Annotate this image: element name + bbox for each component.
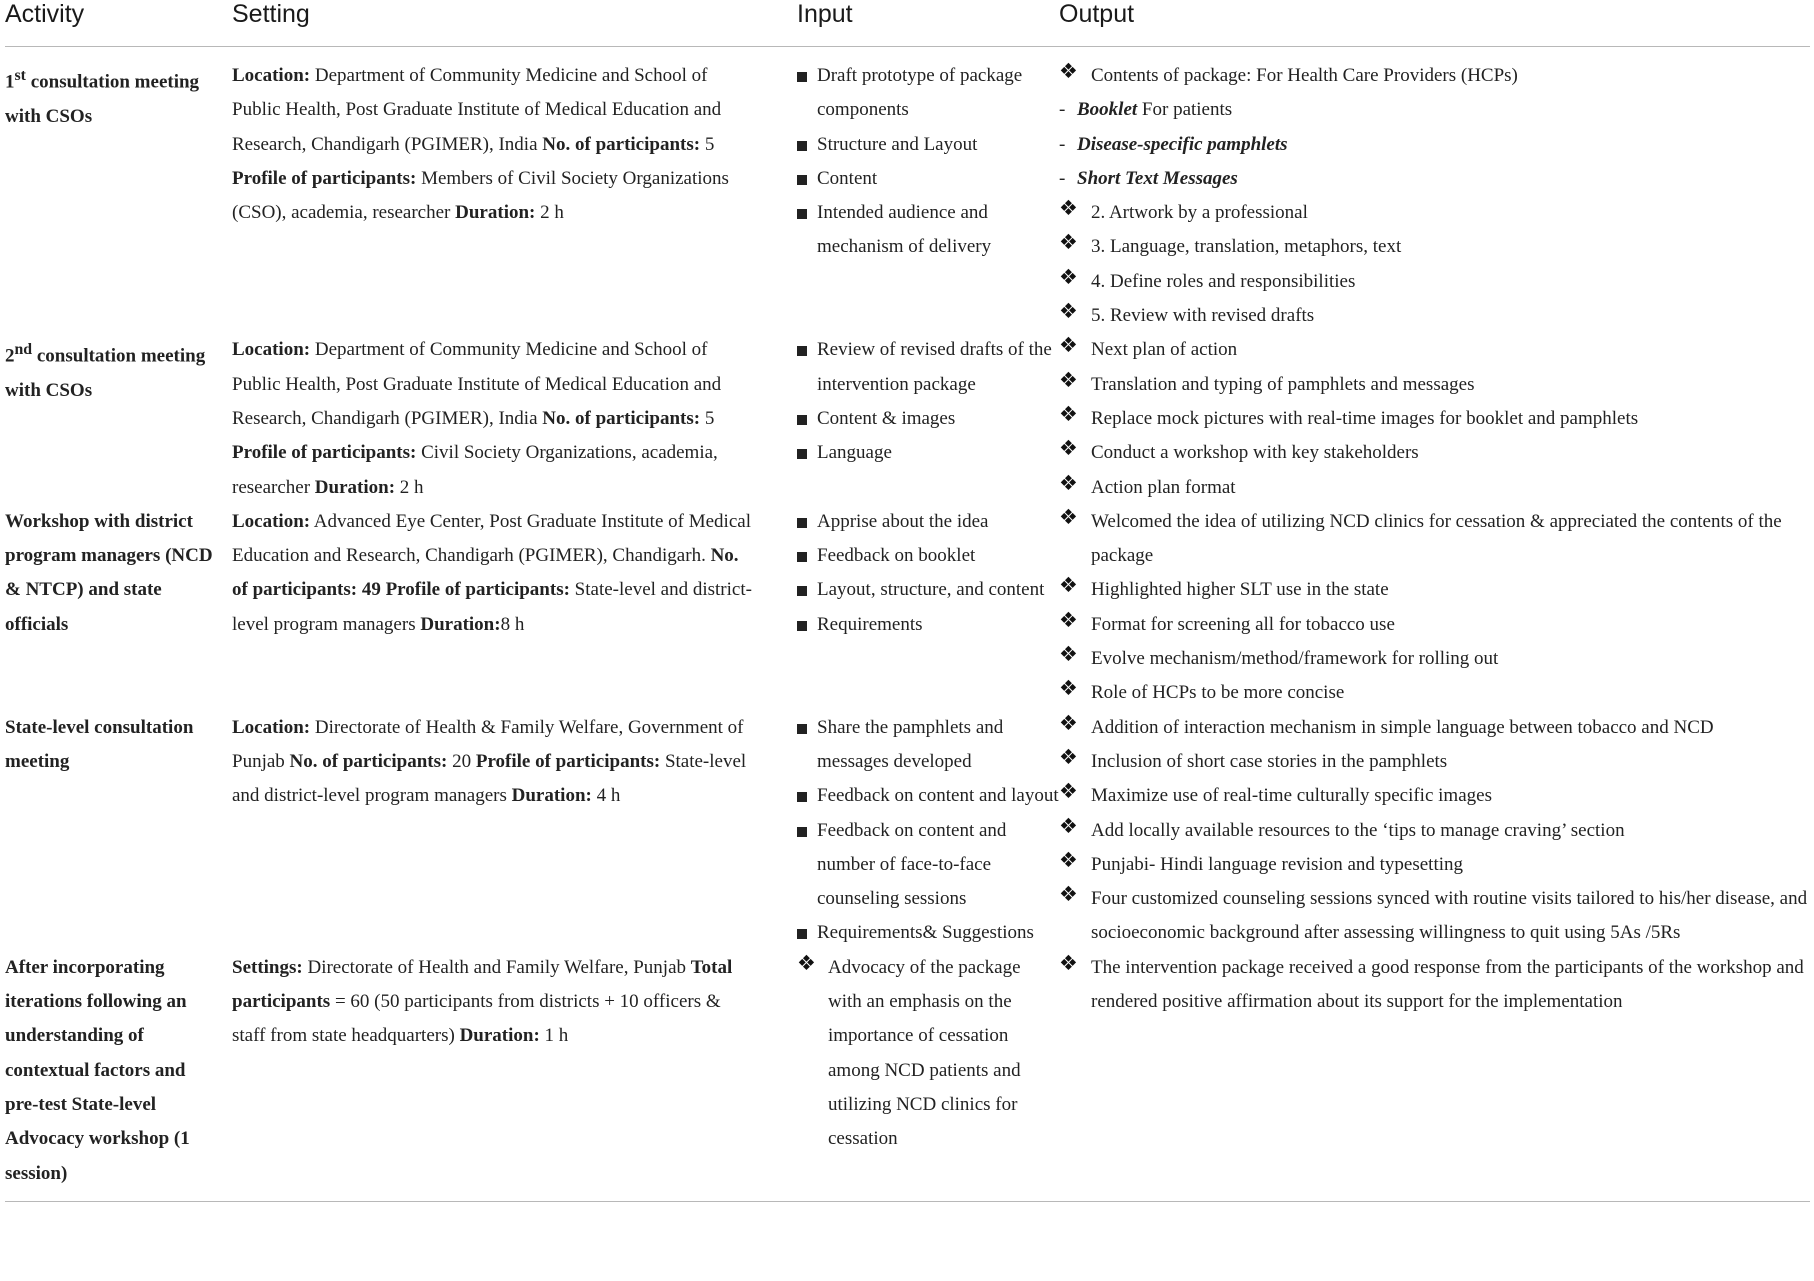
output-text: Contents of package: For Health Care Providers (HCPs) bbox=[1091, 65, 1518, 86]
diamond-bullet-icon: ❖ bbox=[1059, 573, 1078, 598]
setting-label: Profile of participants: bbox=[232, 167, 417, 189]
output-text: Next plan of action bbox=[1091, 339, 1238, 361]
input-text: Layout, structure, and content bbox=[817, 579, 1045, 601]
table-row bbox=[5, 951, 1810, 1202]
output-text: Four customized counseling sessions synced with routine visits tailored to his/her disease, and socioeconomic background after assessing willingness to quit using 5As /5Rs bbox=[1091, 888, 1808, 944]
output-item bbox=[1059, 779, 1810, 813]
input-text: Feedback on booklet bbox=[817, 545, 976, 567]
output-item bbox=[1059, 951, 1810, 1020]
setting-label: Duration: bbox=[314, 476, 396, 498]
input-item bbox=[797, 951, 1059, 1157]
activity-number: 2 bbox=[5, 345, 15, 367]
output-emphasis: Booklet bbox=[1077, 99, 1138, 121]
activity-number: 1 bbox=[5, 71, 15, 93]
input-item bbox=[797, 573, 1059, 607]
input-item bbox=[797, 196, 1059, 265]
output-text: The intervention package received a good response from the participants of the workshop and rendered positive affirmation about its support for the implementation bbox=[1091, 956, 1804, 1013]
input-cell bbox=[797, 47, 1059, 334]
table-row bbox=[5, 505, 1810, 711]
output-text: For patients bbox=[1137, 99, 1233, 121]
input-item bbox=[797, 59, 1059, 128]
diamond-bullet-icon: ❖ bbox=[1059, 59, 1078, 83]
input-text: Feedback on content and number of face-to-face counseling sessions bbox=[817, 819, 1007, 910]
table-row bbox=[5, 333, 1810, 504]
diamond-bullet-icon: ❖ bbox=[1059, 230, 1078, 255]
input-text: Apprise about the idea bbox=[817, 510, 989, 532]
diamond-bullet-icon: ❖ bbox=[1059, 333, 1078, 358]
output-text: Highlighted higher SLT use in the state bbox=[1091, 579, 1389, 601]
table-row bbox=[5, 47, 1810, 334]
diamond-bullet-icon: ❖ bbox=[1059, 264, 1078, 289]
setting-label: Total participants bbox=[232, 956, 733, 1013]
output-item bbox=[1059, 230, 1810, 264]
dash-bullet: - bbox=[1059, 133, 1066, 155]
input-text: Language bbox=[817, 442, 892, 464]
output-item bbox=[1059, 402, 1810, 436]
output-text: Addition of interaction mechanism in simple language between tobacco and NCD bbox=[1091, 716, 1714, 738]
setting-cell bbox=[232, 951, 797, 1202]
output-text: Add locally available resources to the ‘tips to manage craving’ section bbox=[1091, 819, 1625, 841]
output-item bbox=[1059, 814, 1810, 848]
setting-label: Profile of participants: bbox=[475, 750, 661, 772]
activity-ordinal: st bbox=[14, 67, 26, 84]
diamond-bullet-icon: ❖ bbox=[1059, 504, 1078, 529]
diamond-bullet-icon: ❖ bbox=[1059, 642, 1078, 667]
setting-value: State-level and district-level program managers bbox=[232, 579, 752, 635]
activity-cell bbox=[5, 505, 232, 711]
activity-text: Workshop with district program managers (NCD & NTCP) and state officials bbox=[5, 510, 213, 635]
diamond-bullet-icon: ❖ bbox=[1059, 607, 1078, 632]
input-text: Draft prototype of package components bbox=[817, 65, 1023, 121]
input-text: Requirements& Suggestions bbox=[817, 922, 1034, 944]
setting-value: 2 h bbox=[395, 476, 424, 498]
setting-label: Settings: bbox=[232, 956, 303, 978]
input-text: Intended audience and mechanism of delivery bbox=[817, 202, 992, 258]
input-text: Content & images bbox=[817, 407, 956, 429]
output-text: Replace mock pictures with real-time images for booklet and pamphlets bbox=[1091, 407, 1639, 429]
input-item bbox=[797, 402, 1059, 436]
activity-ordinal: nd bbox=[14, 341, 33, 359]
input-cell bbox=[797, 711, 1059, 951]
setting-value: Department of Community Medicine and School of Public Health, Post Graduate Institute of Medical Education and Research, Chandigarh (PGIMER), India bbox=[232, 65, 722, 155]
input-list bbox=[797, 505, 1059, 642]
output-emphasis: Short Text Messages bbox=[1077, 167, 1238, 189]
diamond-bullet-icon: ❖ bbox=[1059, 470, 1078, 495]
input-item bbox=[797, 814, 1059, 917]
diamond-bullet-icon: ❖ bbox=[1059, 882, 1078, 907]
input-list bbox=[797, 59, 1059, 265]
input-text: Structure and Layout bbox=[817, 133, 978, 155]
setting-value: 2 h bbox=[535, 202, 564, 224]
output-text: Inclusion of short case stories in the pamphlets bbox=[1091, 750, 1448, 772]
diamond-bullet-icon: ❖ bbox=[1059, 710, 1078, 735]
output-item bbox=[1059, 436, 1810, 470]
input-text: Share the pamphlets and messages developed bbox=[817, 716, 1004, 772]
setting-value: 1 h bbox=[539, 1025, 569, 1047]
input-item bbox=[797, 436, 1059, 470]
setting-label: Location: bbox=[232, 510, 311, 532]
input-text: Content bbox=[817, 167, 878, 189]
setting-value: Members of Civil Society Organizations (CSO), academia, researcher bbox=[232, 167, 729, 224]
output-item bbox=[1059, 505, 1810, 574]
setting-label: No. of participants: bbox=[542, 407, 701, 429]
output-text: 3. Language, translation, metaphors, text bbox=[1091, 236, 1402, 258]
input-list bbox=[797, 711, 1059, 951]
output-list bbox=[1059, 505, 1810, 711]
header-setting: Setting bbox=[232, 0, 797, 47]
diamond-bullet-icon: ❖ bbox=[1059, 196, 1078, 221]
output-item bbox=[1059, 128, 1810, 162]
input-cell bbox=[797, 951, 1059, 1202]
output-item bbox=[1059, 299, 1810, 333]
output-item bbox=[1059, 162, 1810, 196]
input-text: Advocacy of the package with an emphasis on the importance of cessation among NCD patients and utilizing NCD clinics for cessation bbox=[828, 956, 1021, 1150]
setting-label: Duration: bbox=[511, 785, 592, 807]
input-cell bbox=[797, 333, 1059, 504]
diamond-bullet-icon: ❖ bbox=[1059, 847, 1078, 872]
setting-value: 20 bbox=[447, 750, 476, 772]
output-item bbox=[1059, 196, 1810, 230]
output-item bbox=[1059, 333, 1810, 367]
activity-cell bbox=[5, 951, 232, 1202]
input-item bbox=[797, 916, 1059, 950]
output-emphasis: Disease-specific pamphlets bbox=[1077, 133, 1288, 155]
setting-value: Department of Community Medicine and School of Public Health, Post Graduate Institute of Medical Education and Research, Chandigarh (PGIMER), India bbox=[232, 339, 722, 429]
output-cell bbox=[1059, 47, 1810, 334]
output-item bbox=[1059, 93, 1810, 127]
input-item bbox=[797, 505, 1059, 539]
diamond-bullet-icon: ❖ bbox=[1059, 436, 1078, 461]
output-cell bbox=[1059, 505, 1810, 711]
input-item bbox=[797, 608, 1059, 642]
dash-bullet: - bbox=[1059, 167, 1066, 189]
activity-text: State-level consultation meeting bbox=[5, 716, 194, 772]
activity-text: After incorporating iterations following an understanding of contextual factors and pre-test State-level Advocacy workshop (1 session) bbox=[5, 956, 190, 1184]
output-item bbox=[1059, 573, 1810, 607]
setting-value: Advanced Eye Center, Post Graduate Institute of Medical Education and Research, Chandigarh (PGIMER), Chandigarh. bbox=[232, 510, 751, 567]
setting-cell bbox=[232, 505, 797, 711]
input-item bbox=[797, 128, 1059, 162]
diamond-bullet-icon: ❖ bbox=[1059, 950, 1078, 975]
setting-cell bbox=[232, 47, 797, 334]
setting-value: 5 bbox=[700, 407, 715, 429]
output-item bbox=[1059, 642, 1810, 676]
header-activity: Activity bbox=[5, 0, 232, 47]
setting-label: No. of participants: bbox=[542, 133, 701, 155]
input-list bbox=[797, 951, 1059, 1157]
output-text: Format for screening all for tobacco use bbox=[1091, 613, 1395, 635]
output-list bbox=[1059, 59, 1810, 333]
output-list bbox=[1059, 333, 1810, 504]
output-item bbox=[1059, 745, 1810, 779]
activity-cell bbox=[5, 47, 232, 334]
output-text: 4. Define roles and responsibilities bbox=[1091, 270, 1356, 292]
output-text: Welcomed the idea of utilizing NCD clinics for cessation & appreciated the contents of the package bbox=[1091, 510, 1782, 567]
output-item bbox=[1059, 711, 1810, 745]
input-item bbox=[797, 539, 1059, 573]
input-text: Feedback on content and layout bbox=[817, 785, 1059, 807]
output-cell bbox=[1059, 711, 1810, 951]
output-text: 2. Artwork by a professional bbox=[1091, 202, 1308, 224]
output-item bbox=[1059, 608, 1810, 642]
activity-text: consultation meeting with CSOs bbox=[5, 345, 206, 401]
input-cell bbox=[797, 505, 1059, 711]
table-row bbox=[5, 711, 1810, 951]
input-text: Requirements bbox=[817, 613, 923, 635]
setting-label: No. of participants: 49 Profile of participants: bbox=[232, 545, 739, 601]
output-text: Action plan format bbox=[1091, 476, 1236, 498]
setting-label: Location: bbox=[232, 65, 311, 86]
diamond-bullet-icon: ❖ bbox=[1059, 401, 1078, 426]
output-text: Conduct a workshop with key stakeholders bbox=[1091, 442, 1419, 464]
output-list bbox=[1059, 951, 1810, 1020]
diamond-bullet-icon: ❖ bbox=[1059, 676, 1078, 701]
setting-value: Directorate of Health & Family Welfare, Government of Punjab bbox=[232, 716, 744, 772]
setting-label: Profile of participants: bbox=[232, 442, 417, 464]
output-text: 5. Review with revised drafts bbox=[1091, 305, 1315, 327]
setting-value: State-level and district-level program managers bbox=[232, 750, 747, 807]
output-text: Maximize use of real-time culturally specific images bbox=[1091, 785, 1492, 807]
input-item bbox=[797, 162, 1059, 196]
output-text: Evolve mechanism/method/framework for rolling out bbox=[1091, 648, 1499, 670]
header-output: Output bbox=[1059, 0, 1810, 47]
setting-value: 8 h bbox=[500, 613, 525, 635]
output-item bbox=[1059, 368, 1810, 402]
setting-label: Duration: bbox=[455, 202, 536, 224]
output-text: Translation and typing of pamphlets and messages bbox=[1091, 373, 1475, 395]
setting-cell bbox=[232, 711, 797, 951]
diamond-bullet-icon: ❖ bbox=[797, 950, 816, 975]
output-item bbox=[1059, 265, 1810, 299]
setting-value: Directorate of Health and Family Welfare, Punjab bbox=[302, 956, 691, 978]
output-item bbox=[1059, 676, 1810, 710]
setting-value: 5 bbox=[700, 133, 715, 155]
setting-value: = 60 (50 participants from districts + 10 officers & staff from state headquarters) bbox=[232, 991, 721, 1047]
diamond-bullet-icon: ❖ bbox=[1059, 367, 1078, 392]
input-item bbox=[797, 711, 1059, 780]
setting-label: Duration: bbox=[459, 1025, 540, 1047]
output-cell bbox=[1059, 951, 1810, 1202]
diamond-bullet-icon: ❖ bbox=[1059, 813, 1078, 838]
activity-table bbox=[5, 0, 1810, 1202]
diamond-bullet-icon: ❖ bbox=[1059, 779, 1078, 804]
setting-label: Location: bbox=[232, 716, 311, 738]
header-input: Input bbox=[797, 0, 1059, 47]
input-item bbox=[797, 333, 1059, 402]
output-text: Role of HCPs to be more concise bbox=[1091, 682, 1345, 704]
activity-cell bbox=[5, 333, 232, 504]
input-item bbox=[797, 779, 1059, 813]
setting-label: No. of participants: bbox=[289, 750, 448, 772]
setting-label: Location: bbox=[232, 339, 311, 361]
setting-value: 4 h bbox=[591, 785, 621, 807]
setting-value: Civil Society Organizations, academia, researcher bbox=[232, 442, 718, 498]
output-item bbox=[1059, 471, 1810, 505]
setting-label: Duration: bbox=[420, 613, 501, 635]
header-row bbox=[5, 0, 1810, 47]
table-body bbox=[5, 47, 1810, 1202]
output-item bbox=[1059, 848, 1810, 882]
diamond-bullet-icon: ❖ bbox=[1059, 744, 1078, 769]
activity-cell bbox=[5, 711, 232, 951]
dash-bullet: - bbox=[1059, 99, 1066, 121]
output-cell bbox=[1059, 333, 1810, 504]
diamond-bullet-icon: ❖ bbox=[1059, 299, 1078, 324]
activity-text: consultation meeting with CSOs bbox=[5, 71, 200, 127]
setting-cell bbox=[232, 333, 797, 504]
output-item bbox=[1059, 59, 1810, 93]
input-text: Review of revised drafts of the intervention package bbox=[817, 339, 1052, 395]
output-item bbox=[1059, 882, 1810, 951]
input-list bbox=[797, 333, 1059, 470]
output-text: Punjabi- Hindi language revision and typesetting bbox=[1091, 853, 1464, 875]
output-list bbox=[1059, 711, 1810, 951]
